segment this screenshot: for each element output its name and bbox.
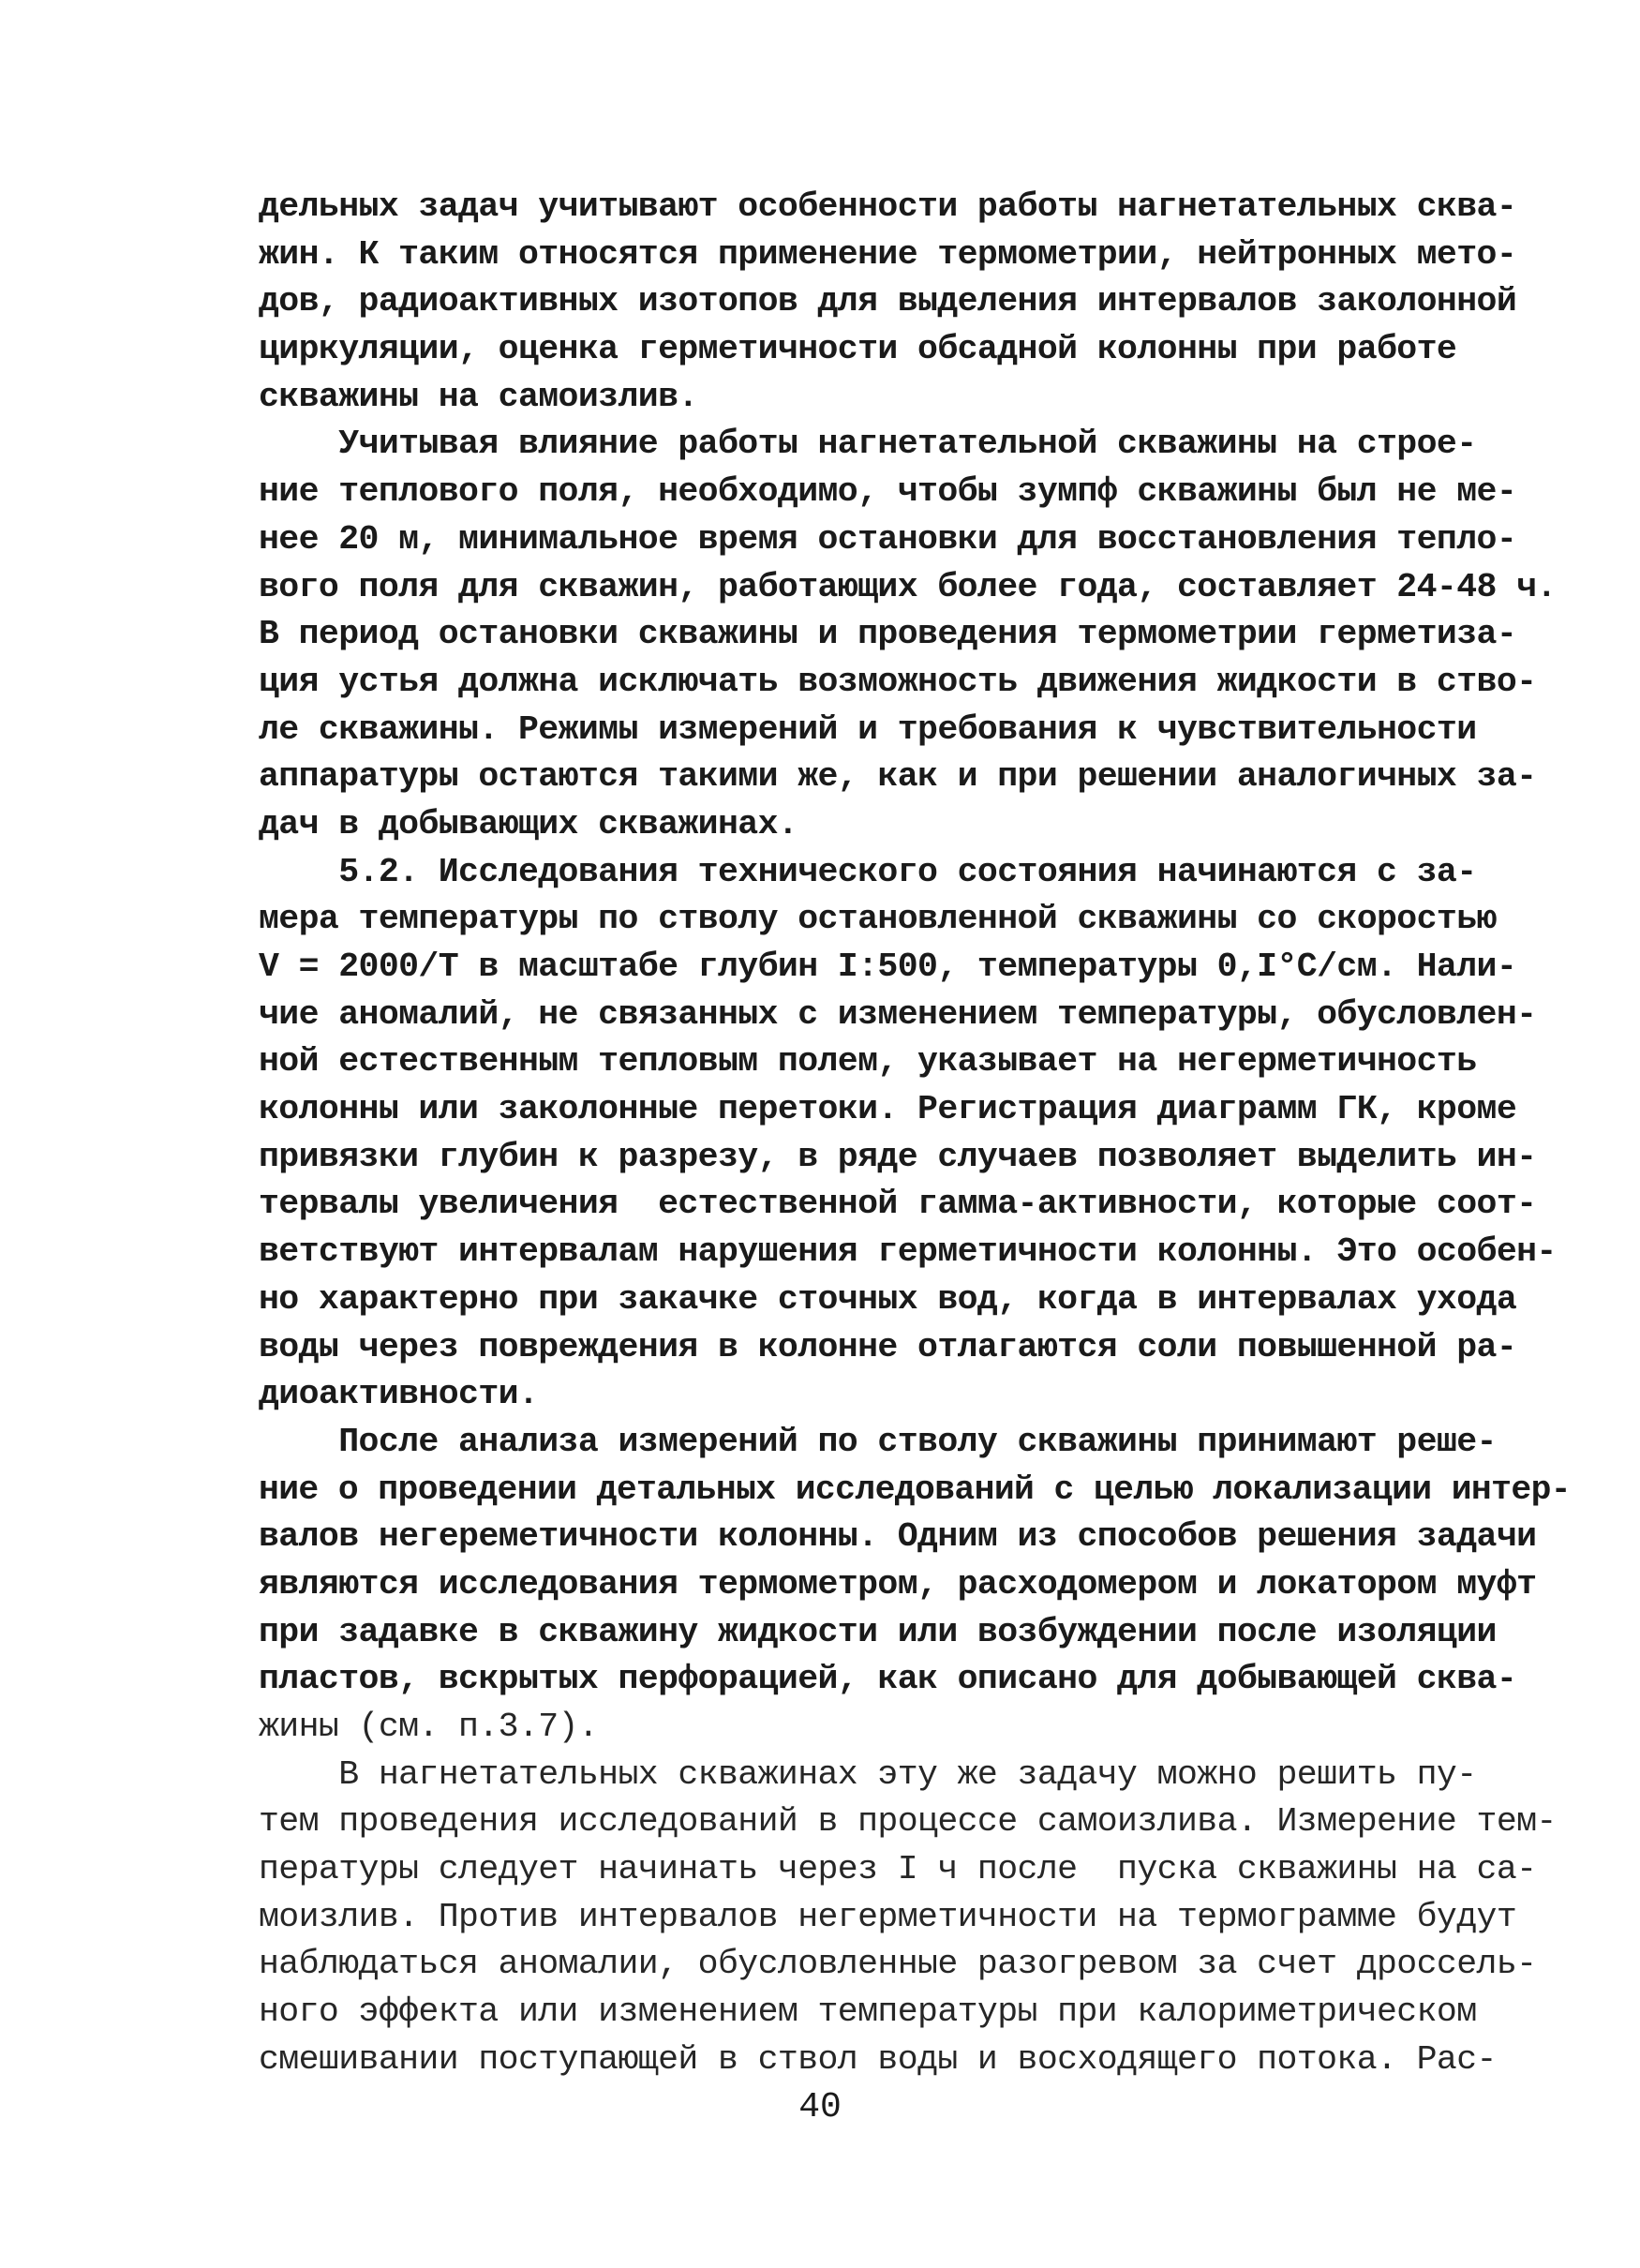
text-line: привязки глубин к разрезу, в ряде случаев позволяет выделить ин- — [259, 1137, 1537, 1176]
text-line: воды через повреждения в колонне отлагаются соли повышенной ра- — [259, 1327, 1517, 1366]
text-line: ветствуют интервалам нарушения герметичности колонны. Это особен- — [259, 1232, 1557, 1272]
text-line: скважины на самоизлив. — [259, 377, 698, 416]
text-line: валов негереметичности колонны. Одним из способов решения задачи — [259, 1517, 1537, 1557]
text-line: диоактивности. — [259, 1375, 539, 1414]
text-line: пературы следует начинать через I ч после пуска скважины на са- — [259, 1850, 1537, 1889]
text-line: смешивании поступающей в ствол воды и восходящего потока. Рас- — [259, 2039, 1497, 2079]
text-line: циркуляции, оценка герметичности обсадной колонны при работе — [259, 330, 1457, 369]
text-line: дельных задач учитывают особенности работы нагнетательных сква- — [259, 187, 1517, 226]
text-line: чие аномалий, не связанных с изменением температуры, обусловлен- — [259, 994, 1537, 1034]
text-line: но характерно при закачке сточных вод, когда в интервалах ухода — [259, 1279, 1517, 1319]
text-line: дов, радиоактивных изотопов для выделения интервалов заколонной — [259, 282, 1517, 321]
text-line: аппаратуры остаются такими же, как и при решении аналогичных за- — [259, 757, 1537, 797]
text-line: ле скважины. Режимы измерений и требования к чувствительности — [259, 709, 1477, 749]
text-line: жины (см. п.3.7). — [259, 1708, 599, 1746]
page-number: 40 — [798, 2087, 842, 2127]
text-line: являются исследования термометром, расходомером и локатором муфт — [259, 1564, 1537, 1604]
text-line: жин. К таким относятся применение термометрии, нейтронных мето- — [259, 234, 1517, 274]
text-line: После анализа измерений по стволу скважины принимают реше- — [259, 1422, 1497, 1461]
text-line: ной естественным тепловым полем, указывает на негерметичность — [259, 1042, 1477, 1082]
text-line: мера температуры по стволу остановленной скважины со скоростью — [259, 900, 1497, 939]
text-line: вого поля для скважин, работающих более года, составляет 24-48 ч. — [259, 567, 1557, 606]
text-line: моизлив. Против интервалов негерметичности на термограмме будут — [259, 1897, 1517, 1936]
body-text — [259, 184, 1571, 2084]
text-line: тем проведения исследований в процессе самоизлива. Измерение тем- — [259, 1802, 1557, 1842]
text-line: ние теплового поля, необходимо, чтобы зумпф скважины был не ме- — [259, 472, 1517, 512]
text-line: ние о проведении детальных исследований с целью локализации интер- — [259, 1470, 1572, 1509]
text-line: дач в добывающих скважинах. — [259, 804, 798, 843]
text-line: пластов, вскрытых перфорацией, как описано для добывающей сква- — [259, 1660, 1517, 1699]
text-line: Учитывая влияние работы нагнетательной скважины на строе- — [259, 425, 1477, 464]
text-line: ного эффекта или изменением температуры при калориметрическом — [259, 1992, 1477, 2032]
text-line: 5.2. Исследования технического состояния начинаются с за- — [259, 852, 1477, 891]
text-line: В нагнетательных скважинах эту же задачу можно решить пу- — [259, 1754, 1477, 1794]
text-line: ция устья должна исключать возможность движения жидкости в ство- — [259, 662, 1537, 701]
text-line: тервалы увеличения естественной гамма-активности, которые соот- — [259, 1185, 1537, 1224]
text-line: при задавке в скважину жидкости или возбуждении после изоляции — [259, 1612, 1497, 1651]
text-line: V = 2000/T в масштабе глубин I:500, температуры 0,I°С/см. Нали- — [259, 947, 1517, 986]
text-line: наблюдаться аномалии, обусловленные разогревом за счет дроссель- — [259, 1945, 1537, 1984]
text-line: нее 20 м, минимальное время остановки для восстановления тепло- — [259, 519, 1517, 559]
text-line: В период остановки скважины и проведения термометрии герметиза- — [259, 615, 1517, 654]
text-line: колонны или заколонные перетоки. Регистрация диаграмм ГК, кроме — [259, 1090, 1517, 1129]
